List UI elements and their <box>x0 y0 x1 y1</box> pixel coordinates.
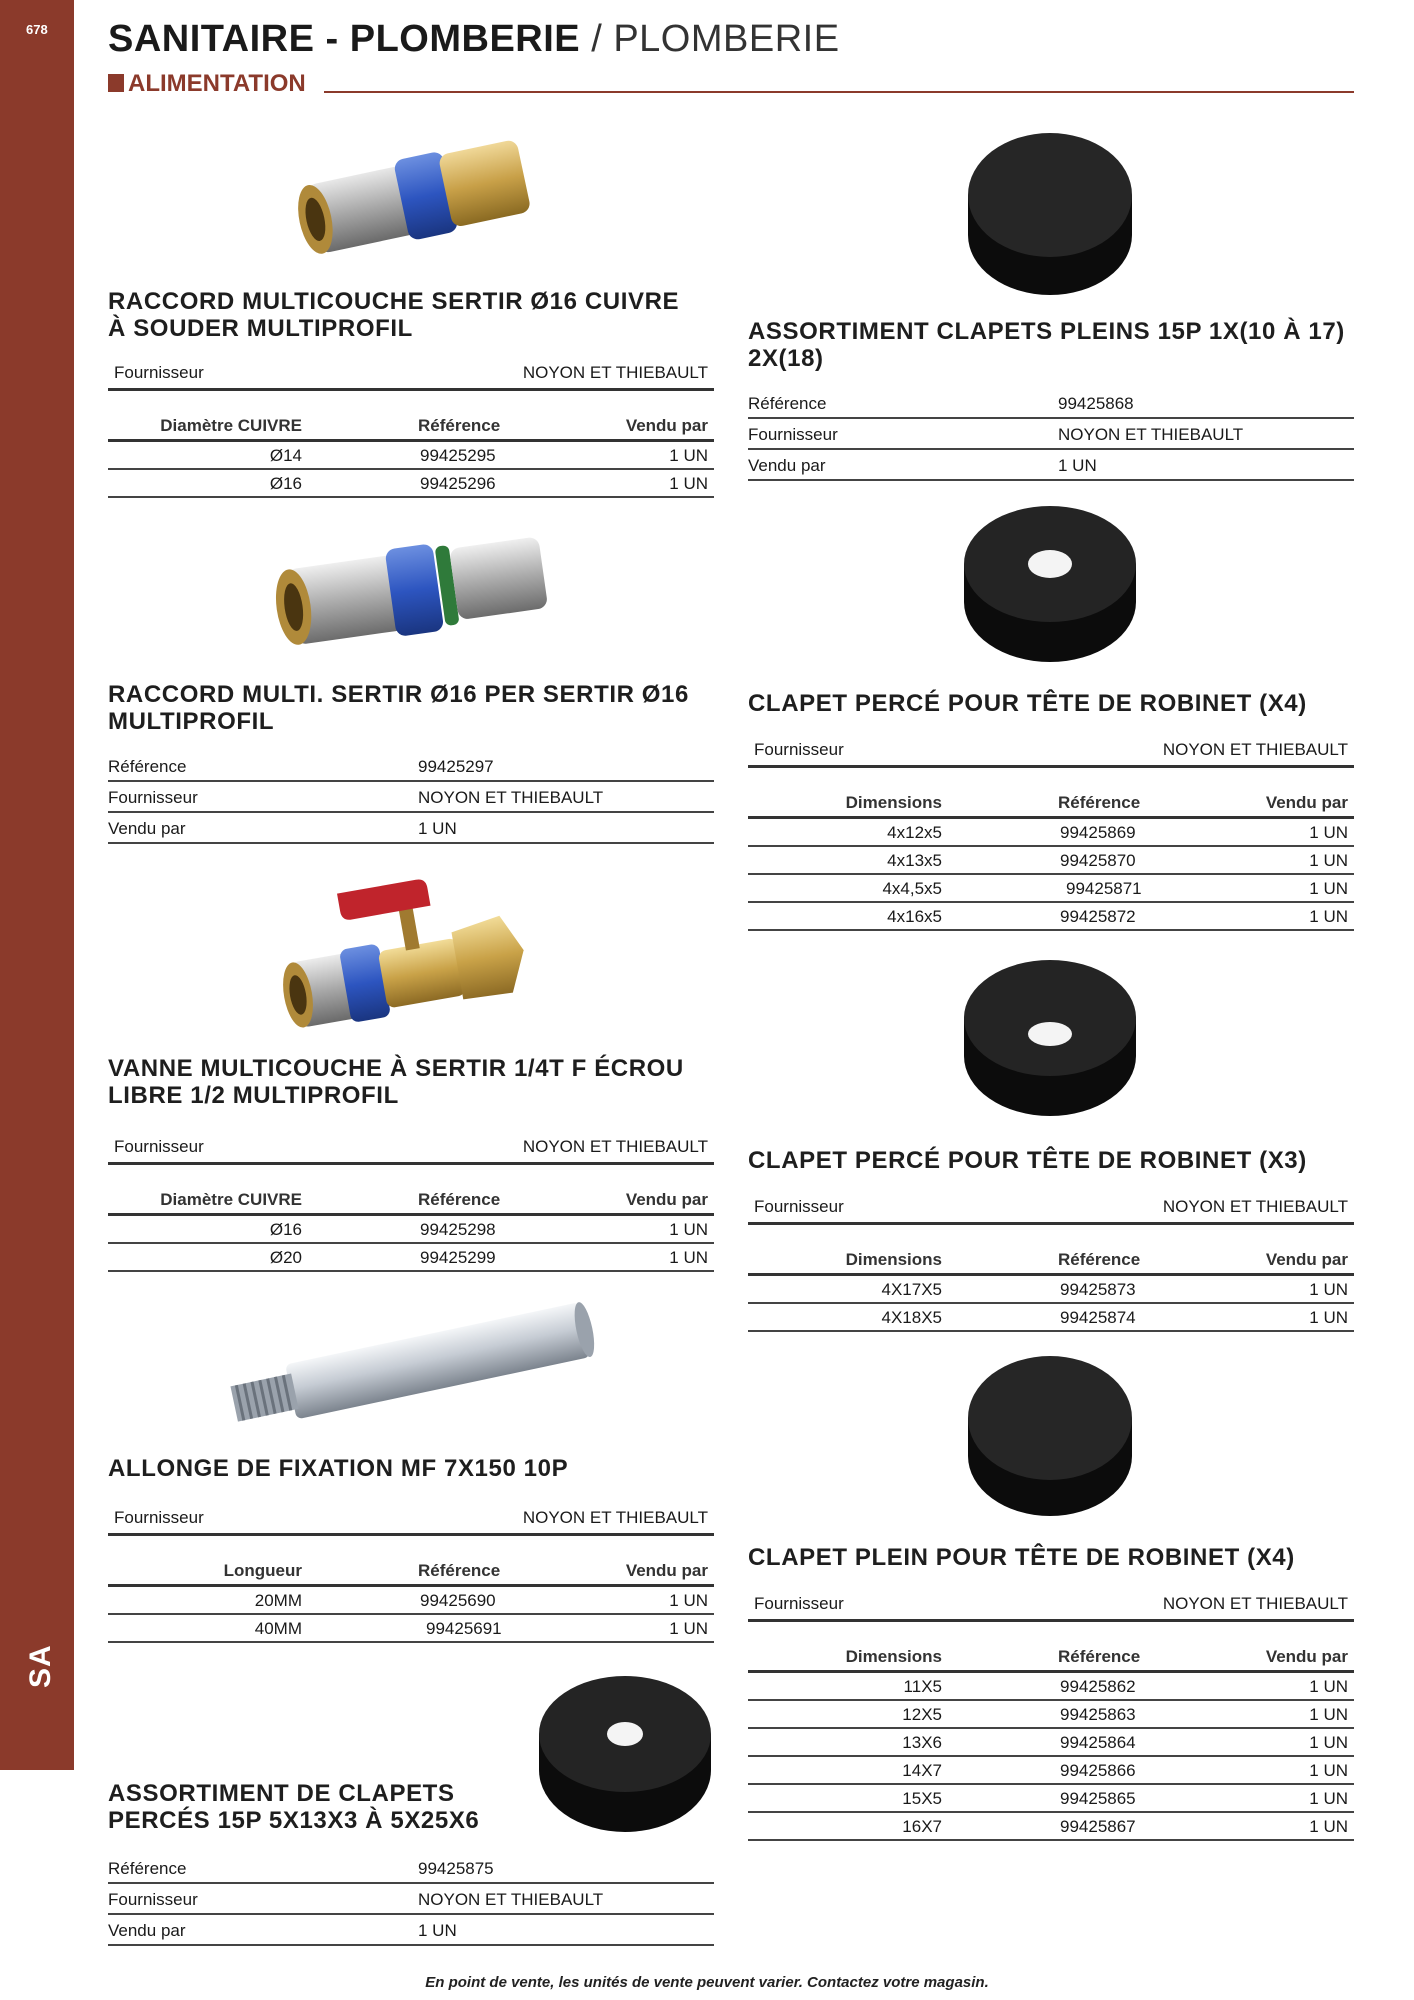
spec-row: Référence 99425875 <box>108 1853 714 1884</box>
spec-row: Fournisseur NOYON ET THIEBAULT <box>108 782 714 813</box>
product-image-clapets-pleins <box>965 125 1135 300</box>
side-band <box>0 0 74 1770</box>
spec-list-clapets-pleins <box>748 388 1354 481</box>
product-image-clapet-perce-x4 <box>960 498 1140 668</box>
spec-row: Fournisseur NOYON ET THIEBAULT <box>108 1884 714 1915</box>
spec-table-clapet-perce-x4 <box>748 785 1354 931</box>
spec-table-vanne <box>108 1182 714 1272</box>
product-title-clapet-plein-x4: CLAPET PLEIN POUR TÊTE DE ROBINET (X4) <box>748 1544 1295 1571</box>
spec-row: Fournisseur NOYON ET THIEBAULT <box>748 419 1354 450</box>
supplier-row: Fournisseur NOYON ET THIEBAULT <box>748 1586 1354 1622</box>
page-number: 678 <box>26 22 48 37</box>
table-row: Ø20 99425299 1 UN <box>108 1244 714 1272</box>
spec-row: Référence 99425297 <box>108 751 714 782</box>
table-row: 4X17X5 99425873 1 UN <box>748 1276 1354 1304</box>
product-image-allonge <box>218 1290 608 1440</box>
section-heading-label: ALIMENTATION <box>128 70 306 97</box>
product-title-raccord-per: RACCORD MULTI. SERTIR Ø16 PER SERTIR Ø16 MULTIPROFIL <box>108 681 689 735</box>
table-header: Dimensions Référence Vendu par <box>748 785 1354 819</box>
table-row: Ø16 99425298 1 UN <box>108 1216 714 1244</box>
supplier-row: Fournisseur NOYON ET THIEBAULT <box>748 732 1354 768</box>
table-header: Dimensions Référence Vendu par <box>748 1639 1354 1673</box>
section-square-icon <box>108 74 124 92</box>
spec-row: Vendu par 1 UN <box>108 813 714 844</box>
supplier-row: Fournisseur NOYON ET THIEBAULT <box>108 1129 714 1165</box>
table-row: 13X6 99425864 1 UN <box>748 1729 1354 1757</box>
product-title-clapets-perces: ASSORTIMENT DE CLAPETS PERCÉS 15P 5X13X3 À 5X25X6 <box>108 1780 480 1834</box>
page-title-sub: / PLOMBERIE <box>580 18 840 60</box>
table-header: Longueur Référence Vendu par <box>108 1553 714 1587</box>
table-row: 40MM 99425691 1 UN <box>108 1615 714 1643</box>
product-title-raccord-cuivre: RACCORD MULTICOUCHE SERTIR Ø16 CUIVRE À SOUDER MULTIPROFIL <box>108 288 680 342</box>
section-heading <box>108 70 306 98</box>
product-title-clapet-perce-x4: CLAPET PERCÉ POUR TÊTE DE ROBINET (X4) <box>748 690 1307 717</box>
table-row: 15X5 99425865 1 UN <box>748 1785 1354 1813</box>
table-row: 14X7 99425866 1 UN <box>748 1757 1354 1785</box>
product-image-clapet-perce-x3 <box>960 952 1140 1122</box>
spec-list-raccord-per <box>108 751 714 844</box>
product-image-clapet-plein-x4 <box>965 1350 1135 1520</box>
table-row: Ø14 99425295 1 UN <box>108 442 714 470</box>
table-row: 12X5 99425863 1 UN <box>748 1701 1354 1729</box>
table-row: 4x12x5 99425869 1 UN <box>748 819 1354 847</box>
spec-table-allonge <box>108 1553 714 1643</box>
product-image-raccord-per <box>270 512 560 662</box>
spec-table-clapet-perce-x3 <box>748 1242 1354 1332</box>
page-title <box>108 18 840 61</box>
product-title-clapets-pleins: ASSORTIMENT CLAPETS PLEINS 15P 1X(10 À 17) 2X(18) <box>748 318 1345 372</box>
table-row: 11X5 99425862 1 UN <box>748 1673 1354 1701</box>
section-rule <box>324 91 1354 93</box>
product-image-clapets-perces <box>535 1670 715 1840</box>
product-title-clapet-perce-x3: CLAPET PERCÉ POUR TÊTE DE ROBINET (X3) <box>748 1147 1307 1174</box>
product-image-raccord-cuivre <box>290 122 550 262</box>
spec-table-raccord-cuivre <box>108 408 714 498</box>
supplier-row: Fournisseur NOYON ET THIEBAULT <box>748 1189 1354 1225</box>
supplier-row: Fournisseur NOYON ET THIEBAULT <box>108 355 714 391</box>
table-row: 4X18X5 99425874 1 UN <box>748 1304 1354 1332</box>
section-tab-label: SA <box>24 1644 57 1688</box>
spec-row: Vendu par 1 UN <box>108 1915 714 1946</box>
table-row: 4x13x5 99425870 1 UN <box>748 847 1354 875</box>
footer-note: En point de vente, les unités de vente peuvent varier. Contactez votre magasin. <box>425 1974 989 1991</box>
spec-row: Référence 99425868 <box>748 388 1354 419</box>
product-title-allonge: ALLONGE DE FIXATION MF 7X150 10P <box>108 1455 569 1482</box>
spec-list-clapets-perces <box>108 1853 714 1946</box>
table-header: Dimensions Référence Vendu par <box>748 1242 1354 1276</box>
product-image-vanne <box>280 862 540 1032</box>
table-row: 20MM 99425690 1 UN <box>108 1587 714 1615</box>
product-title-vanne: VANNE MULTICOUCHE À SERTIR 1/4T F ÉCROU LIBRE 1/2 MULTIPROFIL <box>108 1055 684 1109</box>
page-title-main: SANITAIRE - PLOMBERIE <box>108 18 581 60</box>
table-header: Diamètre CUIVRE Référence Vendu par <box>108 408 714 442</box>
table-row: Ø16 99425296 1 UN <box>108 470 714 498</box>
table-row: 4x16x5 99425872 1 UN <box>748 903 1354 931</box>
table-header: Diamètre CUIVRE Référence Vendu par <box>108 1182 714 1216</box>
spec-table-clapet-plein-x4 <box>748 1639 1354 1841</box>
table-row: 4x4,5x5 99425871 1 UN <box>748 875 1354 903</box>
supplier-row: Fournisseur NOYON ET THIEBAULT <box>108 1500 714 1536</box>
table-row: 16X7 99425867 1 UN <box>748 1813 1354 1841</box>
spec-row: Vendu par 1 UN <box>748 450 1354 481</box>
